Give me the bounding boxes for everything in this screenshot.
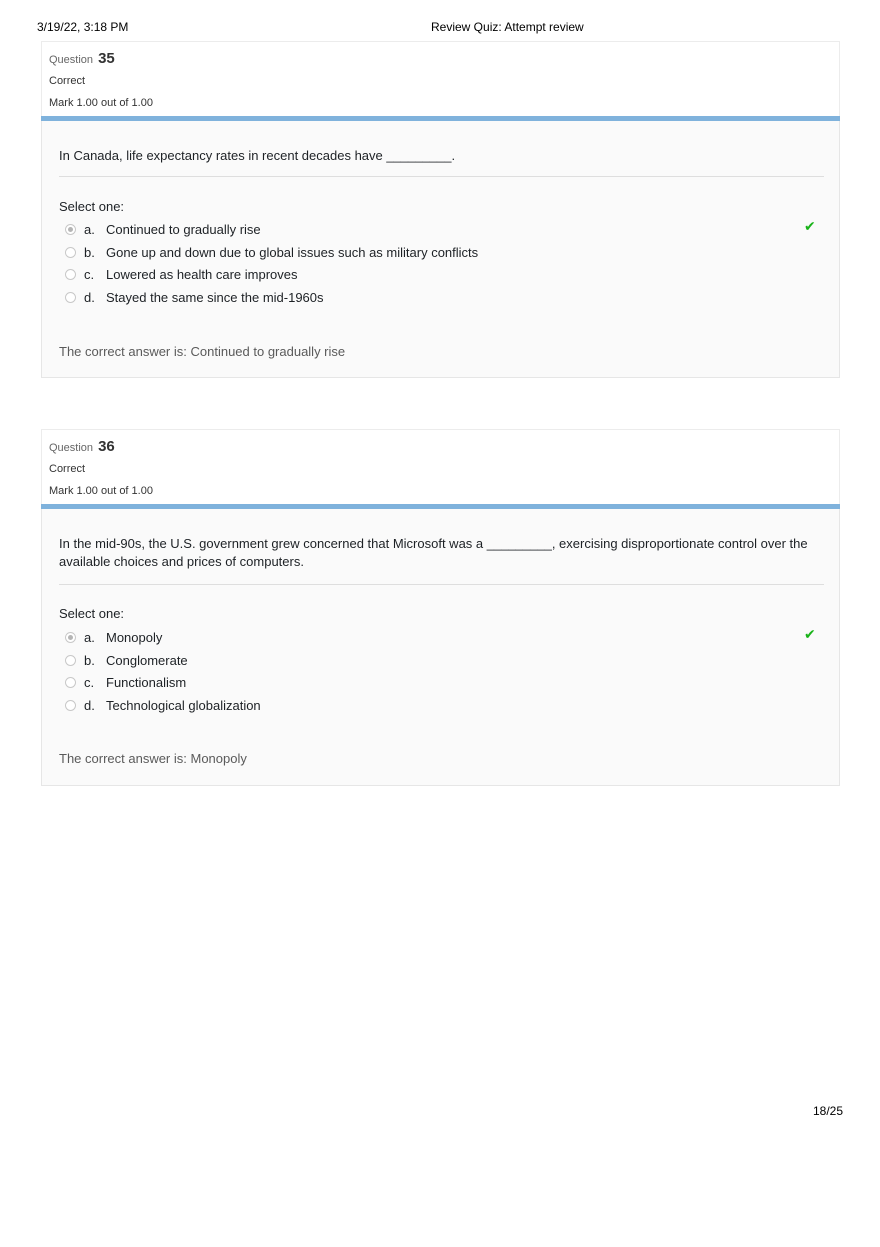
answer-letter: a. xyxy=(84,222,95,237)
question-text: In Canada, life expectancy rates in recent decades have _________. xyxy=(59,148,456,163)
question-text: In the mid-90s, the U.S. government grew concerned that Microsoft was a _________, exercising disproportionate control over the available choices and prices of computers. xyxy=(59,536,808,569)
radio-selected-icon[interactable] xyxy=(65,632,76,643)
radio-icon[interactable] xyxy=(65,677,76,688)
radio-selected-icon[interactable] xyxy=(65,224,76,235)
radio-icon[interactable] xyxy=(65,700,76,711)
answer-option-b[interactable] xyxy=(64,653,824,676)
radio-icon[interactable] xyxy=(65,655,76,666)
answer-text: Functionalism xyxy=(106,675,187,690)
answer-letter: c. xyxy=(84,675,95,690)
print-header xyxy=(0,20,880,36)
answer-text: Lowered as health care improves xyxy=(106,267,298,282)
question-number xyxy=(49,50,115,67)
answer-option-c[interactable] xyxy=(64,675,824,698)
question-num: 35 xyxy=(98,50,115,67)
answer-letter: d. xyxy=(84,289,95,305)
correct-answer-feedback: The correct answer is: Monopoly xyxy=(59,751,247,766)
question-number xyxy=(49,438,115,455)
answer-letter: a. xyxy=(84,630,95,645)
answer-list xyxy=(64,626,824,720)
print-date: 3/19/22, 3:18 PM xyxy=(37,20,129,34)
answer-text: Gone up and down due to global issues such as military conflicts xyxy=(106,244,479,260)
answer-list xyxy=(64,218,824,312)
question-state: Correct xyxy=(49,75,86,87)
question-info xyxy=(41,429,840,505)
select-prompt: Select one: xyxy=(59,606,125,621)
correct-answer-feedback: The correct answer is: Continued to gradually rise xyxy=(59,344,346,359)
answer-option-a[interactable] xyxy=(64,626,824,653)
answer-letter: c. xyxy=(84,267,95,282)
question-content xyxy=(41,121,840,378)
select-prompt: Select one: xyxy=(59,199,125,214)
check-icon: ✔ xyxy=(804,626,816,642)
question-state: Correct xyxy=(49,463,86,475)
question-info xyxy=(41,41,840,117)
answer-letter: b. xyxy=(84,652,95,668)
question-content xyxy=(41,509,840,786)
question-text-divider xyxy=(59,584,824,585)
question-label: Question xyxy=(49,442,94,454)
question-35 xyxy=(41,41,840,378)
page-number: 18/25 xyxy=(812,1104,843,1118)
answer-text: Stayed the same since the mid-1960s xyxy=(106,289,324,305)
answer-text: Continued to gradually rise xyxy=(106,222,261,237)
question-grade: Mark 1.00 out of 1.00 xyxy=(49,97,153,109)
answer-letter: d. xyxy=(84,697,95,713)
answer-option-d[interactable] xyxy=(64,290,824,313)
question-label: Question xyxy=(49,54,94,66)
answer-option-a[interactable] xyxy=(64,218,824,245)
answer-text: Technological globalization xyxy=(106,697,261,713)
answer-option-b[interactable] xyxy=(64,245,824,268)
answer-option-c[interactable] xyxy=(64,267,824,290)
answer-text: Monopoly xyxy=(106,630,163,645)
answer-letter: b. xyxy=(84,244,95,260)
answer-text: Conglomerate xyxy=(106,652,188,668)
print-title: Review Quiz: Attempt review xyxy=(431,20,584,34)
radio-icon[interactable] xyxy=(65,292,76,303)
check-icon: ✔ xyxy=(804,218,816,234)
answer-option-d[interactable] xyxy=(64,698,824,721)
radio-icon[interactable] xyxy=(65,247,76,258)
question-num: 36 xyxy=(98,438,115,455)
question-36 xyxy=(41,429,840,786)
question-text-divider xyxy=(59,176,824,177)
radio-icon[interactable] xyxy=(65,269,76,280)
question-grade: Mark 1.00 out of 1.00 xyxy=(49,485,153,497)
